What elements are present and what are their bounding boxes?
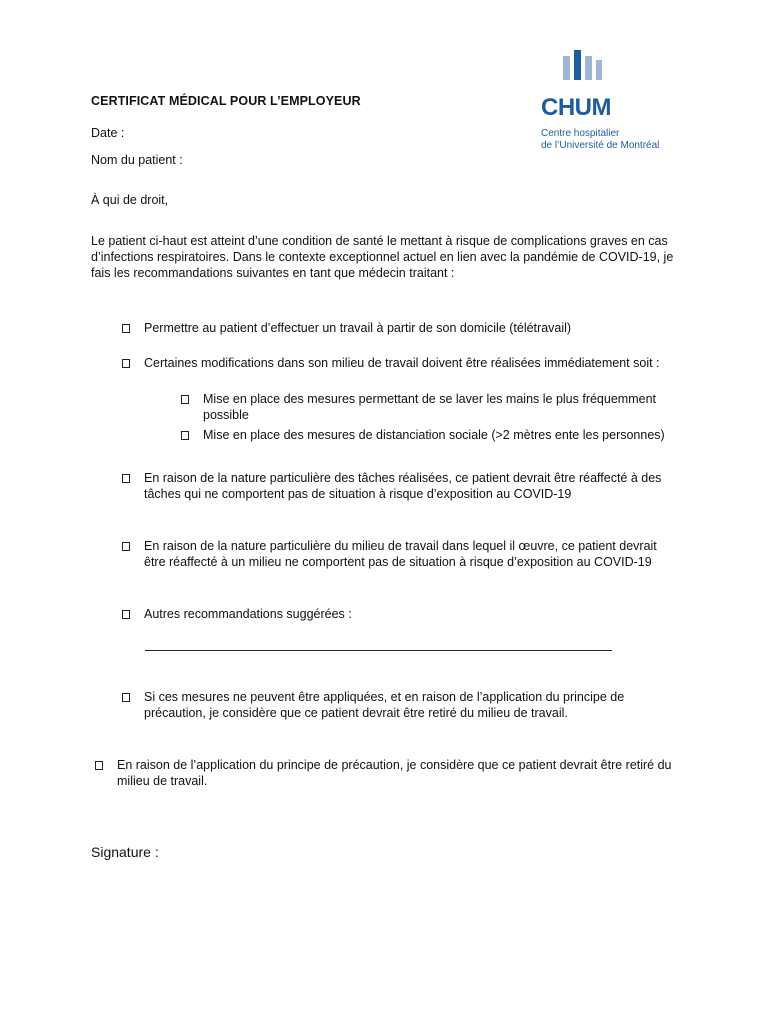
intro-paragraph [91,233,686,281]
handwash-checkbox[interactable] [181,395,189,404]
workplace-reassign-option-label [144,538,657,570]
withdraw-line: En raison de l’application du principe de précaution, je considère que ce patient devrait être retiré du [117,758,672,772]
modifications-option-label: Certaines modifications dans son milieu de travail doivent être réalisées immédiatement soit : [144,356,660,370]
handwash-option-label [203,391,656,423]
intro-line: Le patient ci-haut est atteint d’une condition de santé le mettant à risque de complications graves en cas [91,234,668,248]
withdraw-if-line: précaution, je considère que ce patient devrait être retiré du milieu de travail. [144,706,568,720]
intro-line: d’infections respiratoires. Dans le contexte exceptionnel actuel en lien avec la pandémie de COVID-19, je [91,250,674,264]
withdraw-option-label [117,757,672,789]
task-reassign-line: tâches qui ne comportent pas de situation à risque d’exposition au COVID-19 [144,487,572,501]
logo-subtitle-line1: Centre hospitalier [541,128,620,139]
handwash-line: Mise en place des mesures permettant de se laver les mains le plus fréquemment [203,392,656,406]
distancing-checkbox[interactable] [181,431,189,440]
task-reassign-line: En raison de la nature particulière des tâches réalisées, ce patient devrait être réaffecté à des [144,471,662,485]
patient-name-label: Nom du patient : [91,153,183,167]
handwash-line: possible [203,408,249,422]
document-title: CERTIFICAT MÉDICAL POUR L’EMPLOYEUR [91,94,361,108]
intro-line: fais les recommandations suivantes en tant que médecin traitant : [91,266,455,280]
withdraw-if-option-label [144,689,624,721]
withdraw-if-line: Si ces mesures ne peuvent être appliquées, et en raison de l’application du principe de [144,690,625,704]
withdraw-checkbox[interactable] [95,761,103,770]
telework-checkbox[interactable] [122,324,130,333]
task-reassign-checkbox[interactable] [122,474,130,483]
logo-subtitle-line2: de l’Université de Montréal [541,140,660,151]
withdraw-line: milieu de travail. [117,774,208,788]
salutation: À qui de droit, [91,193,169,207]
date-label: Date : [91,126,125,140]
task-reassign-option-label [144,470,661,502]
other-recommendations-checkbox[interactable] [122,610,130,619]
logo-wordmark: CHUM [541,94,611,121]
other-recommendations-label: Autres recommandations suggérées : [144,607,352,621]
withdraw-if-checkbox[interactable] [122,693,130,702]
chum-logo [523,32,679,162]
workplace-reassign-checkbox[interactable] [122,542,130,551]
signature-label: Signature : [91,844,159,860]
telework-option-label: Permettre au patient d’effectuer un travail à partir de son domicile (télétravail) [144,321,572,335]
modifications-checkbox[interactable] [122,359,130,368]
workplace-reassign-line: être réaffecté à un milieu ne comportent pas de situation à risque d’exposition au COVID-19 [144,555,652,569]
other-recommendations-blank-line[interactable] [145,650,612,651]
chum-logo-icon [561,50,603,90]
distancing-option-label: Mise en place des mesures de distanciation sociale (>2 mètres ente les personnes) [203,428,665,442]
workplace-reassign-line: En raison de la nature particulière du milieu de travail dans lequel il œuvre, ce patient devrait [144,539,657,553]
